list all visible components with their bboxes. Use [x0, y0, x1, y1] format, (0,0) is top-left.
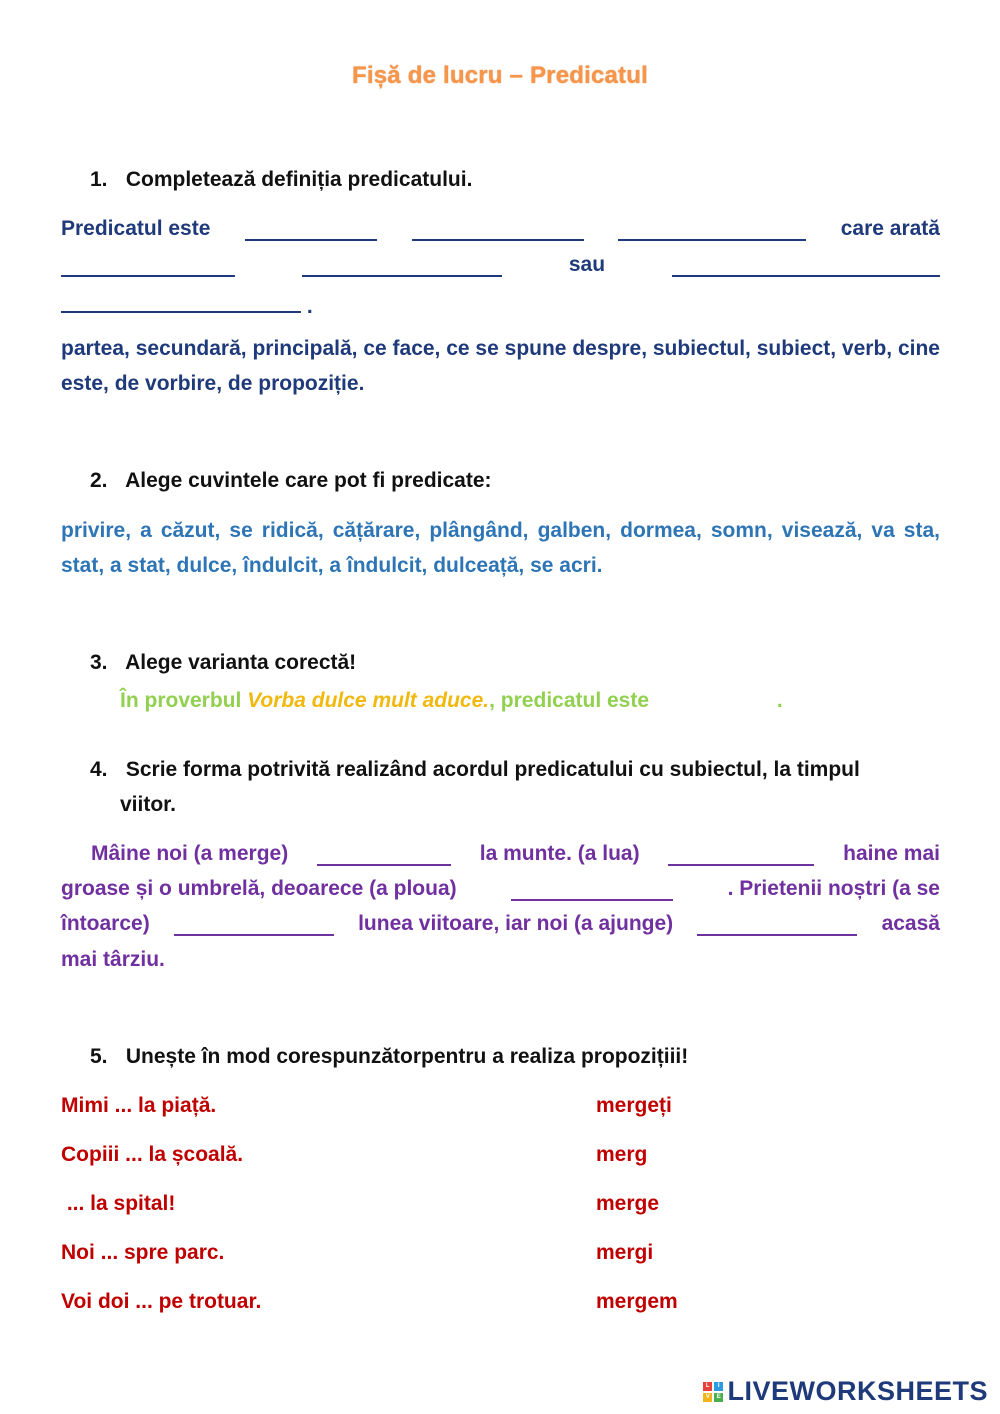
page-title: Fișă de lucru – Predicatul [352, 62, 648, 89]
exercise-line-3 [61, 912, 940, 936]
word-bank: partea, secundară, principală, ce face, ce se spune despre, subiectul, subiect, verb, cine este, de vorbire, de propoziție. [61, 337, 940, 395]
exercise-text: acasă [881, 912, 940, 935]
blank-field[interactable] [672, 253, 940, 277]
sentence-dot: . [776, 689, 783, 712]
blank-field[interactable] [668, 842, 814, 866]
question-number: 3. [90, 651, 108, 674]
blank-field[interactable] [174, 912, 334, 936]
match-right-item[interactable]: mergem [596, 1290, 678, 1313]
blank-field[interactable] [245, 217, 377, 241]
logo-icon [703, 1382, 723, 1402]
exercise-text: Mâine noi (a merge) [91, 842, 289, 865]
blank-field[interactable] [61, 253, 235, 277]
question-text: Completează definiția predicatului. [125, 168, 473, 191]
sentence-end: , predicatul este [489, 689, 650, 712]
blank-field[interactable] [61, 289, 301, 313]
exercise-text: întoarce) [61, 912, 150, 935]
match-right-item[interactable]: mergeți [596, 1094, 672, 1117]
definition-or: sau [568, 253, 606, 276]
logo-letter: L [703, 1382, 712, 1391]
question-text: Alege cuvintele care pot fi predicate: [125, 469, 492, 492]
logo-letter: V [703, 1393, 712, 1402]
proverb-sentence [120, 687, 783, 713]
question-text: Unește în mod corespunzătorpentru a realiza propozițiii! [125, 1045, 689, 1068]
question-5 [90, 1045, 688, 1069]
match-left-item[interactable]: Voi doi ... pe trotuar. [61, 1290, 262, 1313]
answer-select[interactable] [655, 687, 777, 707]
match-left-item[interactable]: Copiii ... la școală. [61, 1143, 244, 1166]
definition-end: . [306, 295, 313, 318]
definition-line-2 [61, 253, 940, 277]
question-text: Scrie forma potrivită realizând acordul predicatului cu subiectul, la timpul [125, 758, 860, 781]
logo-letter: E [714, 1393, 723, 1402]
definition-mid: care arată [840, 217, 940, 240]
definition-start: Predicatul este [61, 217, 211, 240]
sentence-start: În proverbul [120, 689, 248, 712]
exercise-text: groase și o umbrelă, deoarece (a ploua) [61, 877, 457, 900]
exercise-text: lunea viitoare, iar noi (a ajunge) [358, 912, 674, 935]
definition-line-1 [61, 217, 940, 241]
blank-field[interactable] [302, 253, 502, 277]
question-number: 4. [90, 758, 108, 781]
exercise-text: la munte. (a lua) [479, 842, 640, 865]
blank-field[interactable] [618, 217, 806, 241]
match-left-item[interactable]: Mimi ... la piață. [61, 1094, 217, 1117]
question-2 [90, 469, 492, 493]
match-right-item[interactable]: mergi [596, 1241, 654, 1264]
question-3 [90, 651, 356, 675]
exercise-text: . Prietenii noștri (a se [727, 877, 940, 900]
exercise-line-2 [61, 877, 940, 901]
question-4 [90, 758, 940, 782]
match-right-item[interactable]: merge [596, 1192, 660, 1215]
blank-field[interactable] [697, 912, 857, 936]
match-left-item[interactable]: Noi ... spre parc. [61, 1241, 225, 1264]
question-number: 5. [90, 1045, 108, 1068]
predicate-candidates[interactable]: privire, a căzut, se ridică, cățărare, plângând, galben, dormea, somn, visează, va sta, stat, a stat, dulce, îndulcit, a îndulcit, dulceață, se acri. [61, 519, 940, 577]
question-number: 2. [90, 469, 108, 492]
exercise-line-1 [91, 842, 940, 866]
question-1 [90, 168, 472, 192]
question-text-continued: viitor. [120, 793, 177, 816]
question-number: 1. [90, 168, 108, 191]
blank-field[interactable] [317, 842, 451, 866]
blank-field[interactable] [511, 877, 673, 901]
exercise-text: haine mai [843, 842, 940, 865]
proverb: Vorba dulce mult aduce. [247, 689, 490, 712]
question-text: Alege varianta corectă! [125, 651, 357, 674]
logo-letter: I [714, 1382, 723, 1391]
match-right-item[interactable]: merg [596, 1143, 648, 1166]
definition-line-3 [61, 289, 313, 319]
match-left-item[interactable]: ... la spital! [61, 1192, 176, 1215]
brand-name: LIVEWORKSHEETS [727, 1376, 988, 1406]
liveworksheets-logo [703, 1376, 988, 1407]
exercise-line-4: mai târziu. [61, 948, 165, 971]
blank-field[interactable] [412, 217, 584, 241]
